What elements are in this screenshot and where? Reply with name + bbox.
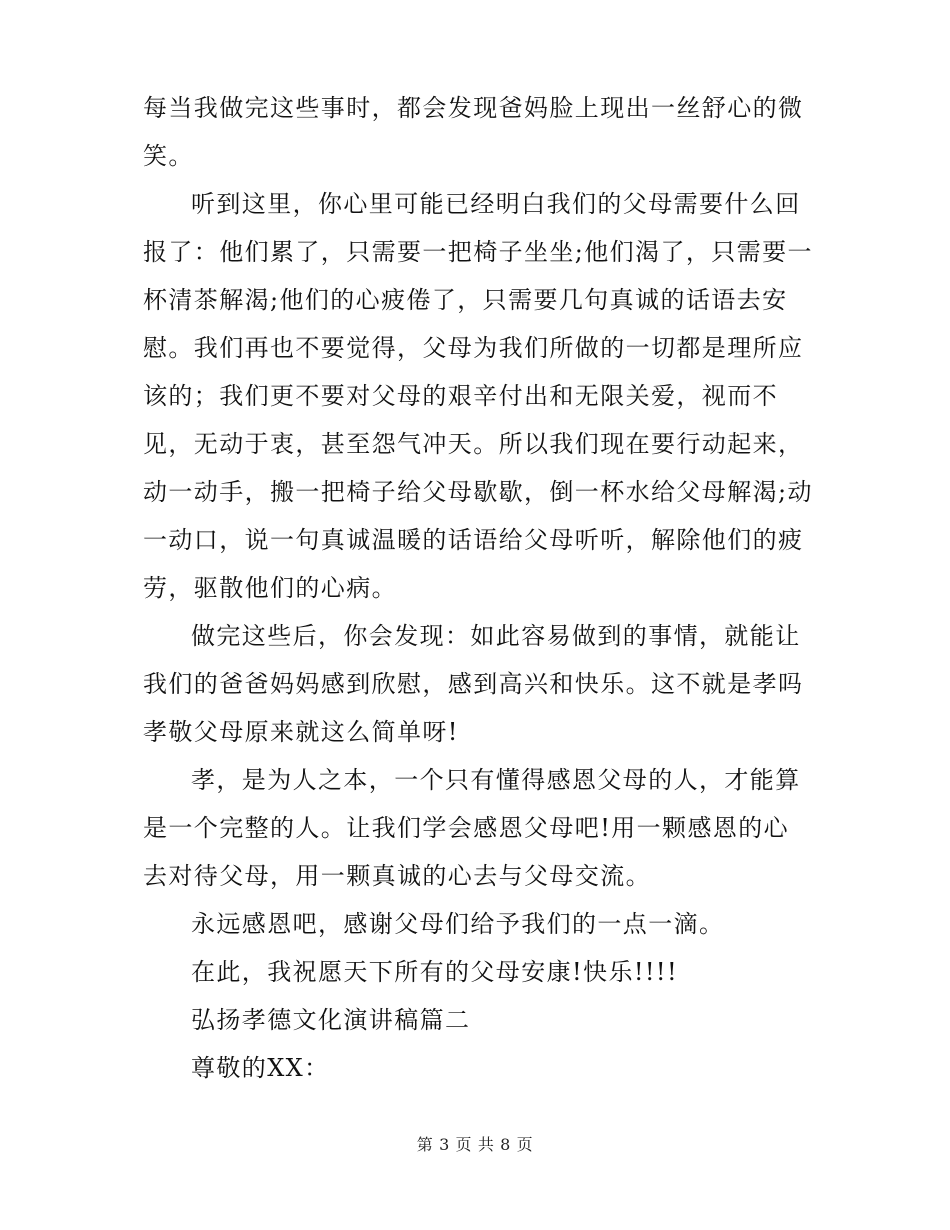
paragraph-continuation: 每当我做完这些事时，都会发现爸妈脸上现出一丝舒心的微笑。	[143, 94, 804, 170]
salutation: 尊敬的XX：	[191, 1054, 330, 1082]
paragraph-filial-piety: 孝，是为人之本，一个只有懂得感恩父母的人，才能算是一个完整的人。让我们学会感恩父母吧!用一颗感恩的心去对待父母，用一颗真诚的心去与父母交流。	[143, 766, 801, 890]
document-body	[143, 84, 813, 1092]
page-number-footer: 第 3 页 共 8 页	[416, 1135, 534, 1154]
section-title: 弘扬孝德文化演讲稿篇二	[191, 1006, 471, 1034]
paragraph-parents-needs: 听到这里，你心里可能已经明白我们的父母需要什么回报了：他们累了，只需要一把椅子坐坐;他们渴了，只需要一杯清茶解渴;他们的心疲倦了，只需要几句真诚的话语去安慰。我们再也不要觉得，父母为我们所做的一切都是理所应该的；我们更不要对父母的艰辛付出和无限关爱，视而不见，无动于衷，甚至怨气冲天。所以我们现在要行动起来，动一动手，搬一把椅子给父母歇歇，倒一杯水给父母解渴;动一动口，说一句真诚温暖的话语给父母听听，解除他们的疲劳，驱散他们的心病。	[143, 190, 813, 602]
paragraph-blessing: 在此，我祝愿天下所有的父母安康!快乐!!!!	[191, 958, 679, 986]
paragraph-after-doing: 做完这些后，你会发现：如此容易做到的事情，就能让我们的爸爸妈妈感到欣慰，感到高兴和快乐。这不就是孝吗孝敬父母原来就这么简单呀!	[143, 622, 804, 746]
paragraph-gratitude: 永远感恩吧，感谢父母们给予我们的一点一滴。	[191, 910, 725, 938]
